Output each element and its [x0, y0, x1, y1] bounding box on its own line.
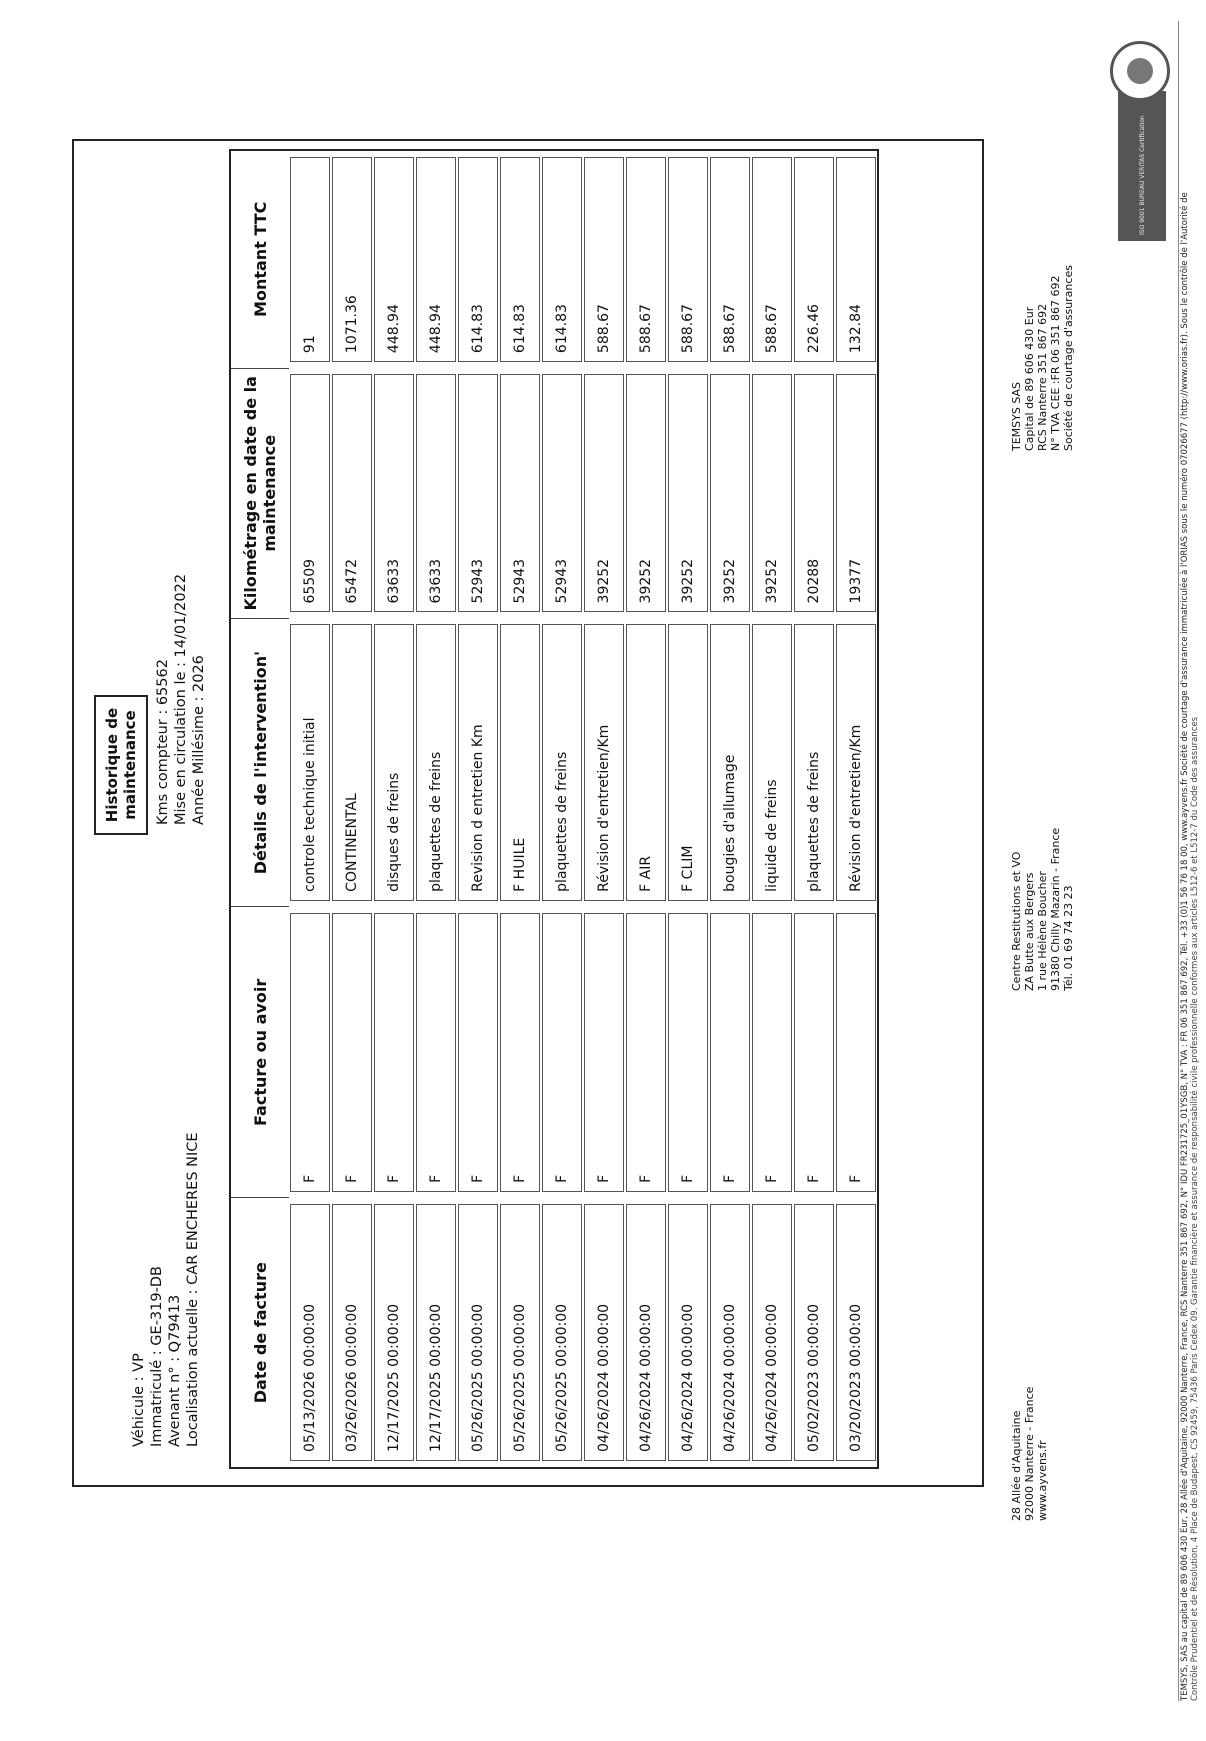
cell-amount-wrap	[751, 150, 793, 368]
cell-km-wrap	[583, 368, 625, 618]
table-row	[331, 150, 373, 1468]
cell-km: 20288	[794, 374, 834, 612]
cell-type: F	[584, 913, 624, 1192]
cell-km: 19377	[836, 374, 876, 612]
cell-details: disques de freins	[374, 624, 414, 900]
footer-right-line: TEMSYS SAS	[1010, 381, 1023, 451]
cell-amount-wrap	[793, 150, 835, 368]
cell-details-wrap	[499, 618, 541, 906]
cell-km-wrap	[499, 368, 541, 618]
cell-date: 04/26/2024 00:00:00	[626, 1204, 666, 1461]
cell-date: 05/26/2025 00:00:00	[458, 1204, 498, 1461]
cell-type: F	[542, 913, 582, 1192]
model-year: Année Millésime : 2026	[191, 655, 207, 825]
footer-left-line: 92000 Nanterre - France	[1023, 1386, 1036, 1521]
vehicle-location: Localisation actuelle : CAR ENCHERES NICE	[185, 1132, 201, 1447]
table-row	[289, 150, 331, 1468]
cell-date: 04/26/2024 00:00:00	[668, 1204, 708, 1461]
vehicle-contract: Avenant n° : Q79413	[167, 1294, 183, 1447]
cell-amount: 588.67	[668, 157, 708, 362]
cell-date-wrap	[835, 1198, 878, 1468]
cell-details: bougies d'allumage	[710, 624, 750, 900]
cell-km-wrap	[751, 368, 793, 618]
cell-date-wrap	[793, 1198, 835, 1468]
maintenance-frame	[72, 139, 984, 1487]
cell-type-wrap	[793, 907, 835, 1198]
cell-type-wrap	[751, 907, 793, 1198]
vehicle-info	[130, 1132, 202, 1447]
table-row	[457, 150, 499, 1468]
cell-km-wrap	[667, 368, 709, 618]
cell-amount-wrap	[457, 150, 499, 368]
header-type: Facture ou avoir	[230, 907, 289, 1198]
cell-type: F	[752, 913, 792, 1192]
cell-date: 04/26/2024 00:00:00	[752, 1204, 792, 1461]
cell-km: 63633	[374, 374, 414, 612]
cell-date: 12/17/2025 00:00:00	[416, 1204, 456, 1461]
cell-type: F	[332, 913, 372, 1192]
cell-km: 52943	[458, 374, 498, 612]
legal-line-2: Contrôle Prudentiel et de Résolution, 4 Place de Budapest, CS 92459, 75436 Paris Cedex 09. Garantie financière et assurance de responsabilité civile professionnelle conformes aux articles L512-6 et L512-7 du Code des assurances	[1190, 716, 1200, 1701]
footer-divider	[1178, 21, 1179, 1701]
header-details: Détails de l'intervention'	[230, 618, 289, 906]
cell-details: Révision d'entretien/Km	[584, 624, 624, 900]
cell-details-wrap	[457, 618, 499, 906]
cell-amount: 588.67	[626, 157, 666, 362]
footer-right-line: N° TVA CEE :FR 06 351 867 692	[1049, 275, 1062, 451]
cell-km: 52943	[542, 374, 582, 612]
header-km-line1: Kilométrage en date de la	[241, 376, 260, 611]
cell-details: Révision d'entretien/Km	[836, 624, 876, 900]
cell-type-wrap	[667, 907, 709, 1198]
cell-type-wrap	[709, 907, 751, 1198]
footer-address-right	[1010, 265, 1075, 451]
cell-amount-wrap	[373, 150, 415, 368]
cell-km: 39252	[668, 374, 708, 612]
cell-amount: 1071.36	[332, 157, 372, 362]
footer-right-line: RCS Nanterre 351 867 692	[1036, 303, 1049, 451]
cell-details-wrap	[751, 618, 793, 906]
cell-type: F	[710, 913, 750, 1192]
footer-address-middle	[1010, 828, 1075, 991]
cell-amount-wrap	[835, 150, 878, 368]
cell-details-wrap	[667, 618, 709, 906]
cell-date-wrap	[289, 1198, 331, 1468]
cell-type-wrap	[457, 907, 499, 1198]
cell-km: 52943	[500, 374, 540, 612]
cell-details-wrap	[373, 618, 415, 906]
vehicle-type: Véhicule : VP	[131, 1353, 147, 1447]
cell-date-wrap	[541, 1198, 583, 1468]
cell-amount-wrap	[583, 150, 625, 368]
cell-details: plaquettes de freins	[542, 624, 582, 900]
first-registration: Mise en circulation le : 14/01/2022	[173, 573, 189, 825]
footer-left-line: 28 Allée d'Aquitaine	[1010, 1410, 1023, 1521]
cell-type-wrap	[835, 907, 878, 1198]
cell-date-wrap	[583, 1198, 625, 1468]
cell-details: CONTINENTAL	[332, 624, 372, 900]
cell-date: 03/20/2023 00:00:00	[836, 1204, 876, 1461]
cell-km: 65472	[332, 374, 372, 612]
cell-details-wrap	[541, 618, 583, 906]
table-row	[793, 150, 835, 1468]
table-row	[541, 150, 583, 1468]
cell-date: 05/26/2025 00:00:00	[500, 1204, 540, 1461]
bureau-veritas-seal-icon	[1110, 41, 1170, 101]
table-row	[373, 150, 415, 1468]
cell-type: F	[836, 913, 876, 1192]
cell-amount: 614.83	[458, 157, 498, 362]
cell-details-wrap	[793, 618, 835, 906]
cell-type-wrap	[289, 907, 331, 1198]
cell-details: F CLIM	[668, 624, 708, 900]
cell-date-wrap	[415, 1198, 457, 1468]
cell-km-wrap	[709, 368, 751, 618]
cell-amount: 132.84	[836, 157, 876, 362]
cell-date: 12/17/2025 00:00:00	[374, 1204, 414, 1461]
cell-details: plaquettes de freins	[794, 624, 834, 900]
cell-amount-wrap	[415, 150, 457, 368]
cell-km: 39252	[710, 374, 750, 612]
cell-amount: 448.94	[416, 157, 456, 362]
footer-mid-line: 91380 Chilly Mazarin - France	[1049, 827, 1062, 991]
cell-date: 03/26/2026 00:00:00	[332, 1204, 372, 1461]
cell-details: liquide de freins	[752, 624, 792, 900]
cell-amount-wrap	[625, 150, 667, 368]
footer-mid-line: Centre Restitutions et VO	[1010, 851, 1023, 991]
cell-km-wrap	[625, 368, 667, 618]
cell-type: F	[458, 913, 498, 1192]
cell-km: 39252	[752, 374, 792, 612]
cell-km-wrap	[331, 368, 373, 618]
cell-type-wrap	[499, 907, 541, 1198]
cell-type-wrap	[583, 907, 625, 1198]
cell-details: F HUILE	[500, 624, 540, 900]
cell-km: 39252	[584, 374, 624, 612]
cell-date-wrap	[751, 1198, 793, 1468]
legal-line-1: TEMSYS, SAS au capital de 89 606 430 Eur, 28 Allée d'Aquitaine, 92000 Nanterre, France, RCS Nanterre 351 867 692, N° IDU FR231725_01YSGB, N° TVA : FR 06 351 867 692, Tél. +33 (0)1 56 76 18 00, www.ayvens.fr Société de courtage d'assurance immatriculée à l'ORIAS sous le numéro 07026677 (http://www.orias.fr). Sous le contrôle de l'Autorité de	[1180, 192, 1190, 1701]
cell-km-wrap	[373, 368, 415, 618]
cell-km: 63633	[416, 374, 456, 612]
cell-details-wrap	[331, 618, 373, 906]
table-row	[835, 150, 878, 1468]
cell-amount-wrap	[541, 150, 583, 368]
cell-details-wrap	[415, 618, 457, 906]
header-amount: Montant TTC	[250, 201, 270, 317]
cell-type: F	[626, 913, 666, 1192]
cell-km-wrap	[289, 368, 331, 618]
table-row	[415, 150, 457, 1468]
cert-text: ISO 9001 BUREAU VERITAS Certification	[1138, 115, 1146, 235]
cell-date-wrap	[331, 1198, 373, 1468]
cell-details: controle technique initial	[290, 624, 330, 900]
table-row	[583, 150, 625, 1468]
vehicle-plate: Immatriculé : GE-319-DB	[149, 1266, 165, 1447]
footer-mid-line: 1 rue Hélène Boucher	[1036, 871, 1049, 991]
cell-type-wrap	[331, 907, 373, 1198]
cell-date: 04/26/2024 00:00:00	[584, 1204, 624, 1461]
counter-info	[154, 574, 208, 825]
table-header-row	[230, 150, 289, 1468]
cell-amount: 614.83	[542, 157, 582, 362]
cell-type: F	[416, 913, 456, 1192]
footer-mid-line: ZA Butte aux Bergers	[1023, 872, 1036, 991]
cell-amount-wrap	[667, 150, 709, 368]
cell-date-wrap	[373, 1198, 415, 1468]
cell-km-wrap	[457, 368, 499, 618]
cell-amount-wrap	[709, 150, 751, 368]
cell-type-wrap	[541, 907, 583, 1198]
cell-details: plaquettes de freins	[416, 624, 456, 900]
cell-date-wrap	[625, 1198, 667, 1468]
cell-date-wrap	[499, 1198, 541, 1468]
header-date: Date de facture	[230, 1198, 289, 1468]
km-counter: Kms compteur : 65562	[155, 659, 171, 825]
cell-type: F	[668, 913, 708, 1192]
cell-amount: 588.67	[584, 157, 624, 362]
cell-amount: 448.94	[374, 157, 414, 362]
footer-mid-line: Tél. 01 69 74 23 23	[1062, 885, 1075, 991]
cell-details-wrap	[625, 618, 667, 906]
cell-km-wrap	[793, 368, 835, 618]
page-title	[94, 695, 148, 835]
cell-amount-wrap	[499, 150, 541, 368]
cell-amount: 588.67	[710, 157, 750, 362]
footer-right-line: Capital de 89 606 430 Eur	[1023, 306, 1036, 451]
cell-date: 04/26/2024 00:00:00	[710, 1204, 750, 1461]
cell-date-wrap	[457, 1198, 499, 1468]
cell-amount-wrap	[289, 150, 331, 368]
cell-km-wrap	[835, 368, 878, 618]
cell-amount: 226.46	[794, 157, 834, 362]
cell-details-wrap	[583, 618, 625, 906]
table-row	[667, 150, 709, 1468]
header-km-line2: maintenance	[260, 434, 279, 552]
title-line-1: Historique de	[103, 707, 121, 823]
cell-date: 05/02/2023 00:00:00	[794, 1204, 834, 1461]
cell-type-wrap	[625, 907, 667, 1198]
cell-type: F	[290, 913, 330, 1192]
cell-amount: 614.83	[500, 157, 540, 362]
cell-type: F	[794, 913, 834, 1192]
cell-amount: 91	[290, 157, 330, 362]
cell-type: F	[500, 913, 540, 1192]
cell-date-wrap	[667, 1198, 709, 1468]
cell-type-wrap	[373, 907, 415, 1198]
cell-km: 65509	[290, 374, 330, 612]
footer-left-line: www.ayvens.fr	[1036, 1440, 1049, 1521]
cell-type: F	[374, 913, 414, 1192]
cell-date-wrap	[709, 1198, 751, 1468]
cell-details-wrap	[289, 618, 331, 906]
legal-notice	[1180, 192, 1200, 1701]
cell-details-wrap	[709, 618, 751, 906]
cell-km-wrap	[415, 368, 457, 618]
maintenance-table	[229, 149, 879, 1469]
cell-details: F AIR	[626, 624, 666, 900]
cell-km: 39252	[626, 374, 666, 612]
cell-date: 05/13/2026 00:00:00	[290, 1204, 330, 1461]
table-row	[751, 150, 793, 1468]
footer-right-line: Société de courtage d'assurances	[1062, 265, 1075, 451]
title-line-2: maintenance	[121, 710, 139, 820]
cell-type-wrap	[415, 907, 457, 1198]
footer-address-left	[1010, 1387, 1049, 1521]
cell-km-wrap	[541, 368, 583, 618]
cell-amount: 588.67	[752, 157, 792, 362]
cell-details: Revision d entretien Km	[458, 624, 498, 900]
cell-date: 05/26/2025 00:00:00	[542, 1204, 582, 1461]
table-row	[625, 150, 667, 1468]
cell-amount-wrap	[331, 150, 373, 368]
header-km	[230, 368, 289, 618]
table-row	[499, 150, 541, 1468]
cell-details-wrap	[835, 618, 878, 906]
certification-badge	[1118, 91, 1166, 241]
table-row	[709, 150, 751, 1468]
